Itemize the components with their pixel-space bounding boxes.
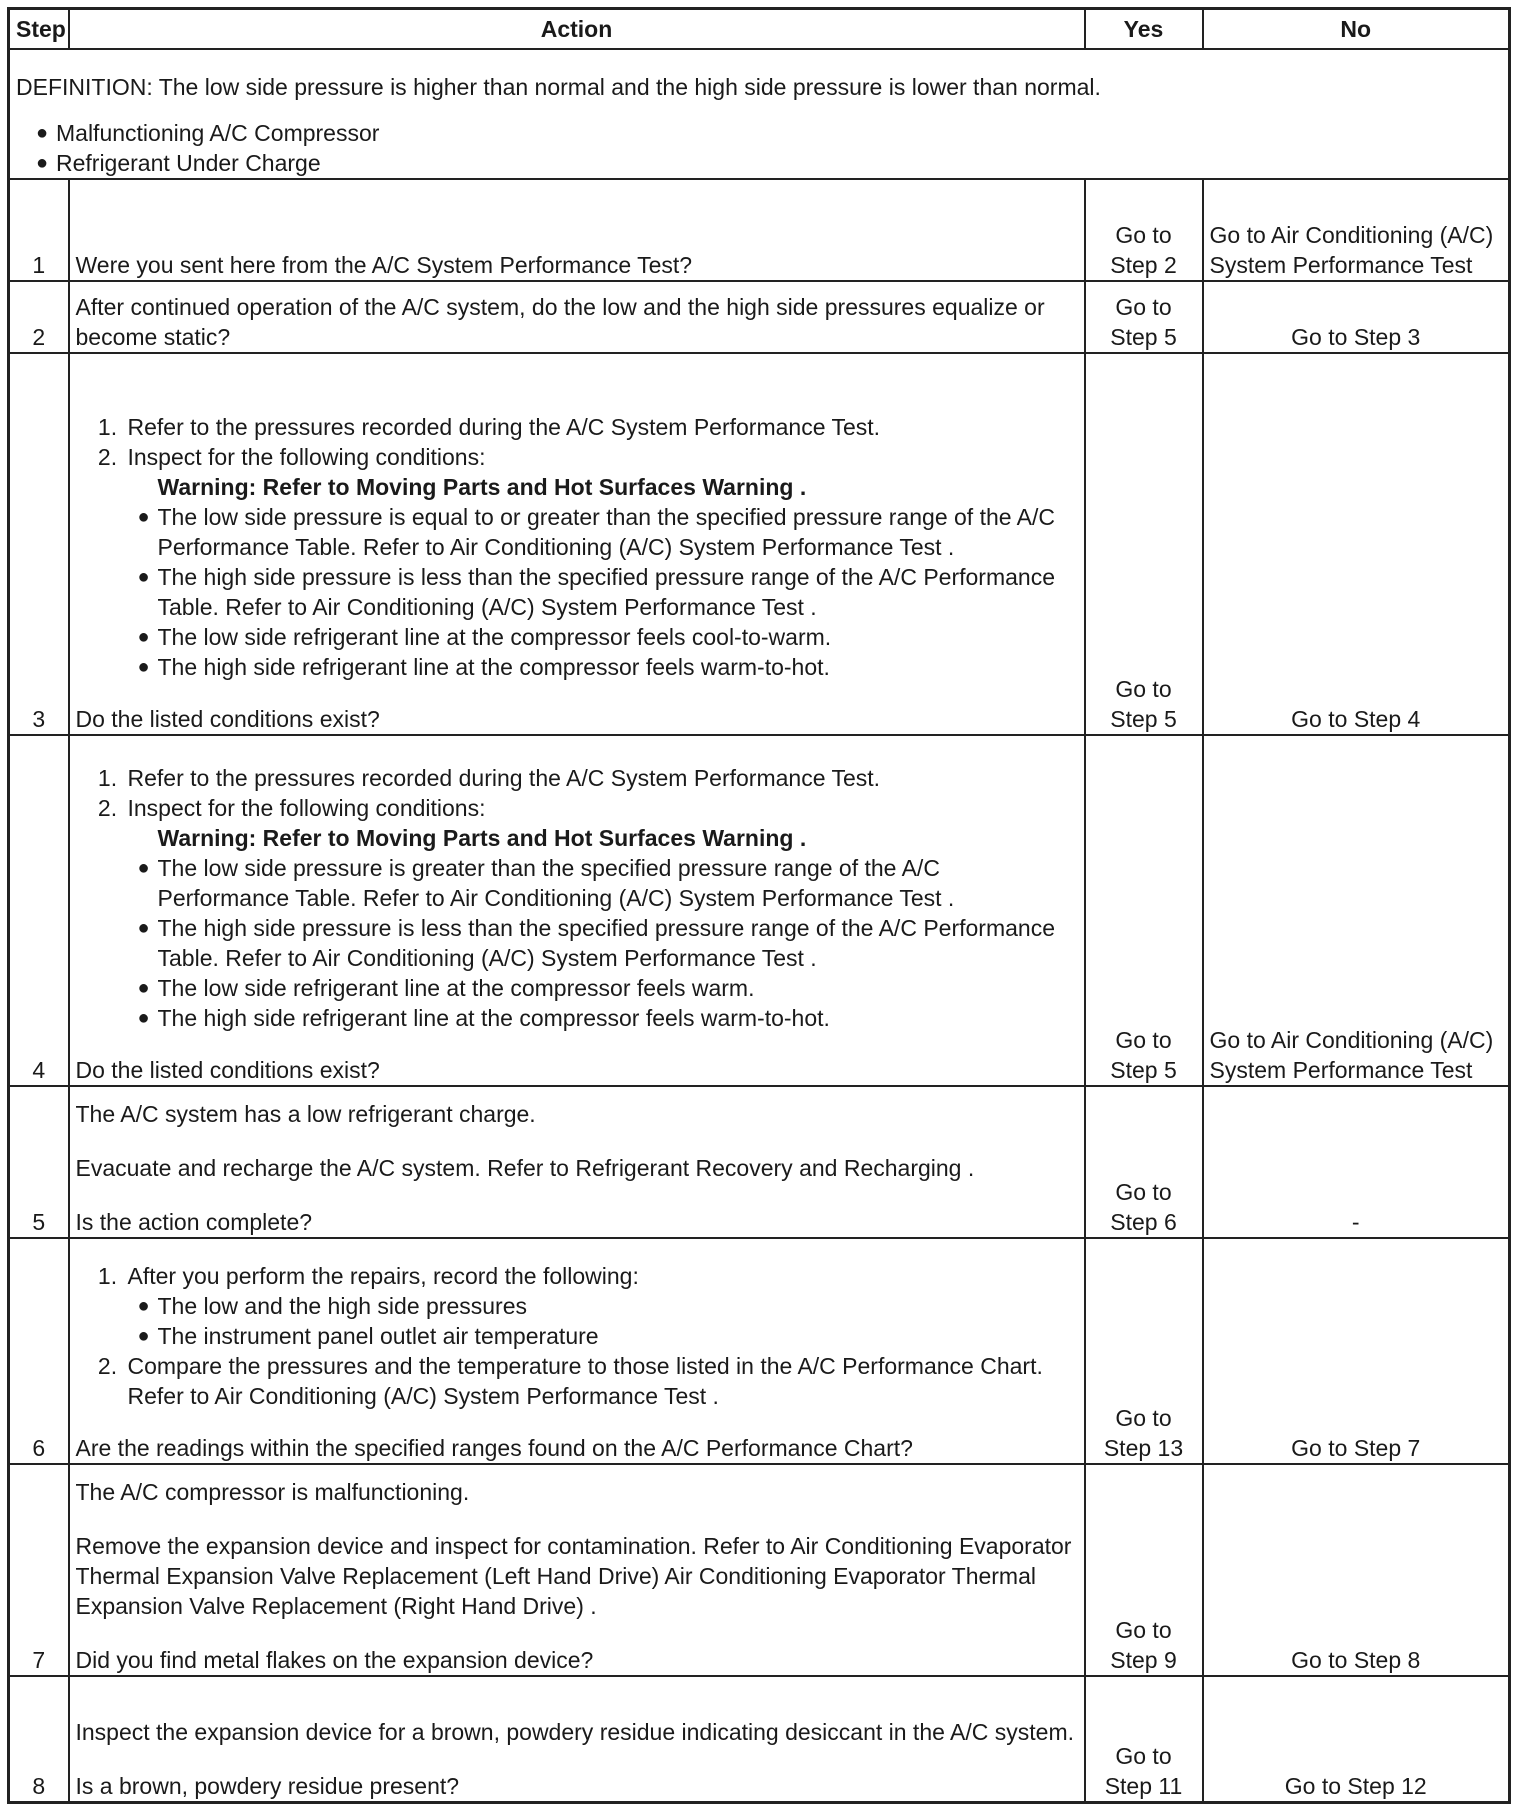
action-cell bbox=[69, 1676, 1085, 1802]
yes-cell: Go to Step 9 bbox=[1085, 1464, 1203, 1676]
yes-cell: Go to Step 5 bbox=[1085, 735, 1203, 1086]
table-row bbox=[9, 1086, 1510, 1238]
step-number: 2 bbox=[9, 281, 69, 353]
table-row bbox=[9, 179, 1510, 281]
step-number: 7 bbox=[9, 1464, 69, 1676]
list-item: ● The low side refrigerant line at the compressor feels cool-to-warm. bbox=[138, 622, 1078, 652]
condition-list bbox=[76, 853, 1078, 1033]
header-action: Action bbox=[69, 9, 1085, 50]
step-number: 5 bbox=[9, 1086, 69, 1238]
list-item: 1. After you perform the repairs, record the following: bbox=[124, 1261, 1078, 1291]
condition-list bbox=[76, 502, 1078, 682]
record-list bbox=[76, 1291, 1078, 1351]
no-cell: Go to Air Conditioning (A/C) System Performance Test bbox=[1203, 179, 1510, 281]
list-item: 1. Refer to the pressures recorded during the A/C System Performance Test. bbox=[124, 763, 1078, 793]
list-item: ● The high side pressure is less than the specified pressure range of the A/C Performance Table. Refer to Air Conditioning (A/C) System Performance Test . bbox=[138, 913, 1078, 973]
step-number: 6 bbox=[9, 1238, 69, 1464]
action-cell: Were you sent here from the A/C System Performance Test? bbox=[69, 179, 1085, 281]
question-text: Do the listed conditions exist? bbox=[75, 706, 380, 732]
table-row bbox=[9, 1676, 1510, 1802]
no-cell: Go to Step 3 bbox=[1203, 281, 1510, 353]
definition-text: DEFINITION: The low side pressure is higher than normal and the high side pressure is lower than normal. bbox=[16, 74, 1101, 100]
step-number: 1 bbox=[9, 179, 69, 281]
list-item: ● The low side pressure is greater than the specified pressure range of the A/C Performance Table. Refer to Air Conditioning (A/C) System Performance Test . bbox=[138, 853, 1078, 913]
list-item: ● The high side refrigerant line at the compressor feels warm-to-hot. bbox=[138, 652, 1078, 682]
question-text: Is the action complete? bbox=[75, 1209, 313, 1235]
action-cell bbox=[69, 1464, 1085, 1676]
warning-text: Warning: Refer to Moving Parts and Hot Surfaces Warning . bbox=[157, 474, 807, 500]
list-item: ● The low side pressure is equal to or greater than the specified pressure range of the A/C Performance Table. Refer to Air Conditioning (A/C) System Performance Test . bbox=[138, 502, 1078, 562]
list-item: ● The instrument panel outlet air temperature bbox=[138, 1321, 1078, 1351]
table-row bbox=[9, 281, 1510, 353]
action-line: The A/C compressor is malfunctioning. bbox=[75, 1479, 470, 1505]
header-step: Step bbox=[9, 9, 69, 50]
list-item: ● The low and the high side pressures bbox=[138, 1291, 1078, 1321]
list-item: 2. Compare the pressures and the temperature to those listed in the A/C Performance Chart. Refer to Air Conditioning (A/C) System Performance Test . bbox=[124, 1351, 1078, 1411]
table-row bbox=[9, 1238, 1510, 1464]
action-line: Inspect the expansion device for a brown, powdery residue indicating desiccant in the A/C system. bbox=[75, 1718, 1074, 1745]
action-cell bbox=[69, 1238, 1085, 1464]
step-number: 4 bbox=[9, 735, 69, 1086]
action-cell bbox=[69, 735, 1085, 1086]
list-item: 2. Inspect for the following conditions: bbox=[124, 442, 1078, 472]
action-line: Remove the expansion device and inspect for contamination. Refer to Air Conditioning Evaporator Thermal Expansion Valve Replacement (Left Hand Drive) Air Conditioning Evaporator Thermal Expansion Valve Replacement (Right Hand Drive) . bbox=[75, 1533, 1072, 1619]
no-cell: - bbox=[1203, 1086, 1510, 1238]
list-item: ● The low side refrigerant line at the compressor feels warm. bbox=[138, 973, 1078, 1003]
diagnostic-table bbox=[7, 7, 1511, 1804]
header-no: No bbox=[1203, 9, 1510, 50]
table-row bbox=[9, 1464, 1510, 1676]
list-item: ● The high side refrigerant line at the compressor feels warm-to-hot. bbox=[138, 1003, 1078, 1033]
definition-cell bbox=[9, 49, 1510, 179]
question-text: Did you find metal flakes on the expansion device? bbox=[75, 1647, 594, 1673]
yes-cell: Go to Step 2 bbox=[1085, 179, 1203, 281]
definition-item: ● Malfunctioning A/C Compressor bbox=[36, 118, 1502, 148]
action-line: Evacuate and recharge the A/C system. Refer to Refrigerant Recovery and Recharging . bbox=[75, 1155, 975, 1181]
table-row bbox=[9, 735, 1510, 1086]
action-line: The A/C system has a low refrigerant charge. bbox=[75, 1101, 536, 1127]
no-cell: Go to Air Conditioning (A/C) System Performance Test bbox=[1203, 735, 1510, 1086]
no-cell: Go to Step 12 bbox=[1203, 1676, 1510, 1802]
procedure-list bbox=[76, 412, 1078, 472]
yes-cell: Go to Step 13 bbox=[1085, 1238, 1203, 1464]
question-text: Do the listed conditions exist? bbox=[75, 1057, 380, 1083]
no-cell: Go to Step 4 bbox=[1203, 353, 1510, 735]
definition-row bbox=[9, 49, 1510, 179]
header-row bbox=[9, 9, 1510, 50]
table-row bbox=[9, 353, 1510, 735]
list-item: ● The high side pressure is less than the specified pressure range of the A/C Performance Table. Refer to Air Conditioning (A/C) System Performance Test . bbox=[138, 562, 1078, 622]
procedure-list bbox=[76, 1261, 1078, 1291]
step-number: 8 bbox=[9, 1676, 69, 1802]
header-yes: Yes bbox=[1085, 9, 1203, 50]
action-cell bbox=[69, 353, 1085, 735]
warning-text: Warning: Refer to Moving Parts and Hot Surfaces Warning . bbox=[157, 825, 807, 851]
list-item: 2. Inspect for the following conditions: bbox=[124, 793, 1078, 823]
yes-cell: Go to Step 5 bbox=[1085, 281, 1203, 353]
definition-list bbox=[16, 118, 1502, 178]
yes-cell: Go to Step 11 bbox=[1085, 1676, 1203, 1802]
definition-item: ● Refrigerant Under Charge bbox=[36, 148, 1502, 178]
procedure-list bbox=[76, 763, 1078, 823]
step-number: 3 bbox=[9, 353, 69, 735]
action-cell bbox=[69, 1086, 1085, 1238]
procedure-list bbox=[76, 1351, 1078, 1411]
action-cell: After continued operation of the A/C system, do the low and the high side pressures equalize or become static? bbox=[69, 281, 1085, 353]
list-item: 1. Refer to the pressures recorded during the A/C System Performance Test. bbox=[124, 412, 1078, 442]
question-text: Is a brown, powdery residue present? bbox=[75, 1772, 460, 1799]
question-text: Are the readings within the specified ranges found on the A/C Performance Chart? bbox=[75, 1435, 913, 1461]
no-cell: Go to Step 7 bbox=[1203, 1238, 1510, 1464]
yes-cell: Go to Step 6 bbox=[1085, 1086, 1203, 1238]
no-cell: Go to Step 8 bbox=[1203, 1464, 1510, 1676]
yes-cell: Go to Step 5 bbox=[1085, 353, 1203, 735]
